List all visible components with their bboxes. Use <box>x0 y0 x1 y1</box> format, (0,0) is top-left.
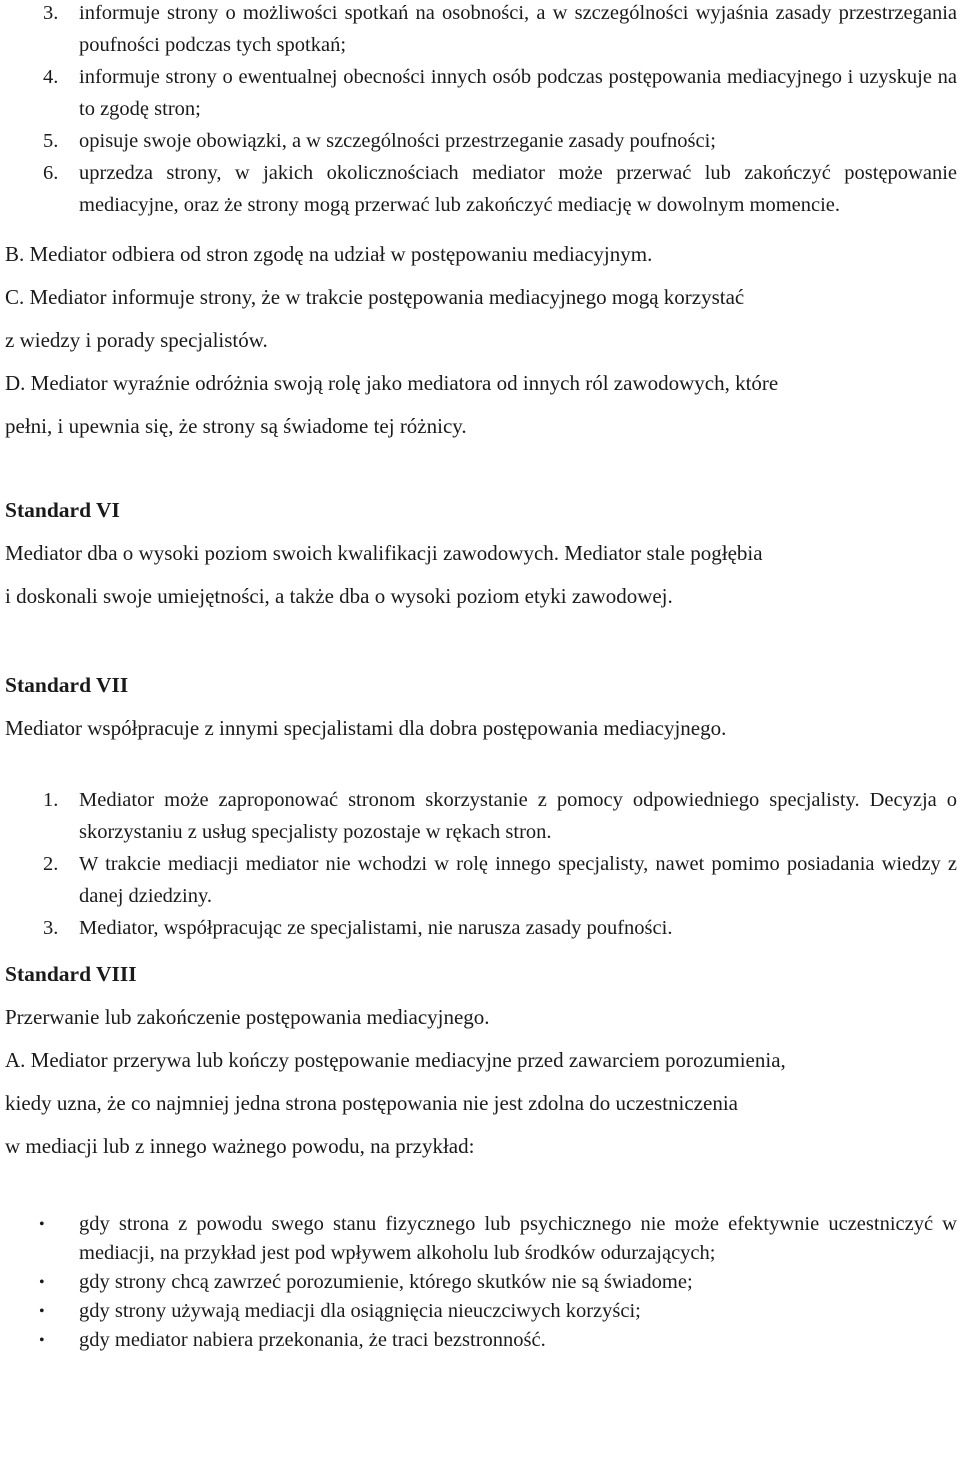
bullet-item <box>5 1326 957 1355</box>
bullet-icon: • <box>39 1274 45 1291</box>
bullet-icon: • <box>39 1332 45 1349</box>
list-item-text: Mediator, współpracując ze specjalistami, nie narusza zasady poufności. <box>79 917 673 939</box>
list-number: 5. <box>43 130 59 152</box>
paragraph-b: B. Mediator odbiera od stron zgodę na udział w postępowaniu mediacyjnym. <box>5 242 653 266</box>
bullet-item <box>5 1297 957 1326</box>
standard-viii-heading: Standard VIII <box>5 962 137 986</box>
list-item-text: W trakcie mediacji mediator nie wchodzi w rolę innego specjalisty, nawet pomimo posiadania wiedzy z danej dziedziny. <box>79 853 957 907</box>
bullet-icon: • <box>39 1303 45 1320</box>
list-number: 2. <box>43 853 59 875</box>
list-item <box>5 0 957 61</box>
list-item <box>5 157 957 221</box>
list-item-text: informuje strony o możliwości spotkań na osobności, a w szczególności wyjaśnia zasady przestrzegania poufności podczas tych spotkań; <box>79 2 957 56</box>
paragraph-line: pełni, i upewnia się, że strony są świadome tej różnicy. <box>5 414 467 438</box>
list-item <box>5 848 957 912</box>
paragraph-line: z wiedzy i porady specjalistów. <box>5 328 268 352</box>
list-number: 4. <box>43 66 59 88</box>
list-number: 3. <box>43 2 59 24</box>
paragraph-line: i doskonali swoje umiejętności, a także dba o wysoki poziom etyki zawodowej. <box>5 584 673 608</box>
paragraph-line: A. Mediator przerywa lub kończy postępowanie mediacyjne przed zawarciem porozumienia, <box>5 1048 786 1072</box>
paragraph-line: Mediator dba o wysoki poziom swoich kwalifikacji zawodowych. Mediator stale pogłębia <box>5 541 763 565</box>
bullet-list <box>5 1210 957 1355</box>
list-item <box>5 912 957 944</box>
bullet-icon: • <box>39 1216 45 1233</box>
paragraph-line: D. Mediator wyraźnie odróżnia swoją rolę jako mediatora od innych ról zawodowych, które <box>5 371 779 395</box>
bullet-item <box>5 1210 957 1268</box>
numbered-list-top <box>5 0 957 221</box>
standard-vii-heading: Standard VII <box>5 673 129 697</box>
paragraph-line: C. Mediator informuje strony, że w trakcie postępowania mediacyjnego mogą korzystać <box>5 285 745 309</box>
list-item-text: uprzedza strony, w jakich okolicznościach mediator może przerwać lub zakończyć postępowanie mediacyjne, oraz że strony mogą przerwać lub zakończyć mediację w dowolnym momencie. <box>79 162 957 216</box>
list-number: 3. <box>43 917 59 939</box>
bullet-item-text: gdy strona z powodu swego stanu fizycznego lub psychicznego nie może efektywnie uczestniczyć w mediacji, na przykład jest pod wpływem alkoholu lub środków odurzających; <box>79 1213 957 1264</box>
bullet-item-text: gdy strony używają mediacji dla osiągnięcia nieuczciwych korzyści; <box>79 1300 641 1322</box>
list-item <box>5 784 957 848</box>
list-item-text: opisuje swoje obowiązki, a w szczególności przestrzeganie zasady poufności; <box>79 130 716 152</box>
bullet-item-text: gdy strony chcą zawrzeć porozumienie, którego skutków nie są świadome; <box>79 1271 693 1293</box>
paragraph-c <box>5 276 957 362</box>
list-number: 6. <box>43 162 59 184</box>
list-item <box>5 61 957 125</box>
document-page <box>5 0 957 1355</box>
list-number: 1. <box>43 789 59 811</box>
bullet-item <box>5 1268 957 1297</box>
paragraph-d <box>5 362 957 448</box>
numbered-list-standard-vii <box>5 784 957 944</box>
standard-vii-text: Mediator współpracuje z innymi specjalistami dla dobra postępowania mediacyjnego. <box>5 716 727 740</box>
paragraph-line: kiedy uzna, że co najmniej jedna strona postępowania nie jest zdolna do uczestniczenia <box>5 1091 738 1115</box>
standard-viii-text: Przerwanie lub zakończenie postępowania mediacyjnego. <box>5 1005 490 1029</box>
list-item-text: Mediator może zaproponować stronom skorzystanie z pomocy odpowiedniego specjalisty. Decyzja o skorzystaniu z usług specjalisty pozostaje w rękach stron. <box>79 789 957 843</box>
standard-vi-heading: Standard VI <box>5 498 120 522</box>
paragraph-a <box>5 1039 957 1168</box>
list-item <box>5 125 957 157</box>
paragraph-line: w mediacji lub z innego ważnego powodu, na przykład: <box>5 1134 475 1158</box>
bullet-item-text: gdy mediator nabiera przekonania, że traci bezstronność. <box>79 1329 546 1351</box>
standard-vi-text <box>5 532 957 618</box>
list-item-text: informuje strony o ewentualnej obecności innych osób podczas postępowania mediacyjnego i uzyskuje na to zgodę stron; <box>79 66 957 120</box>
